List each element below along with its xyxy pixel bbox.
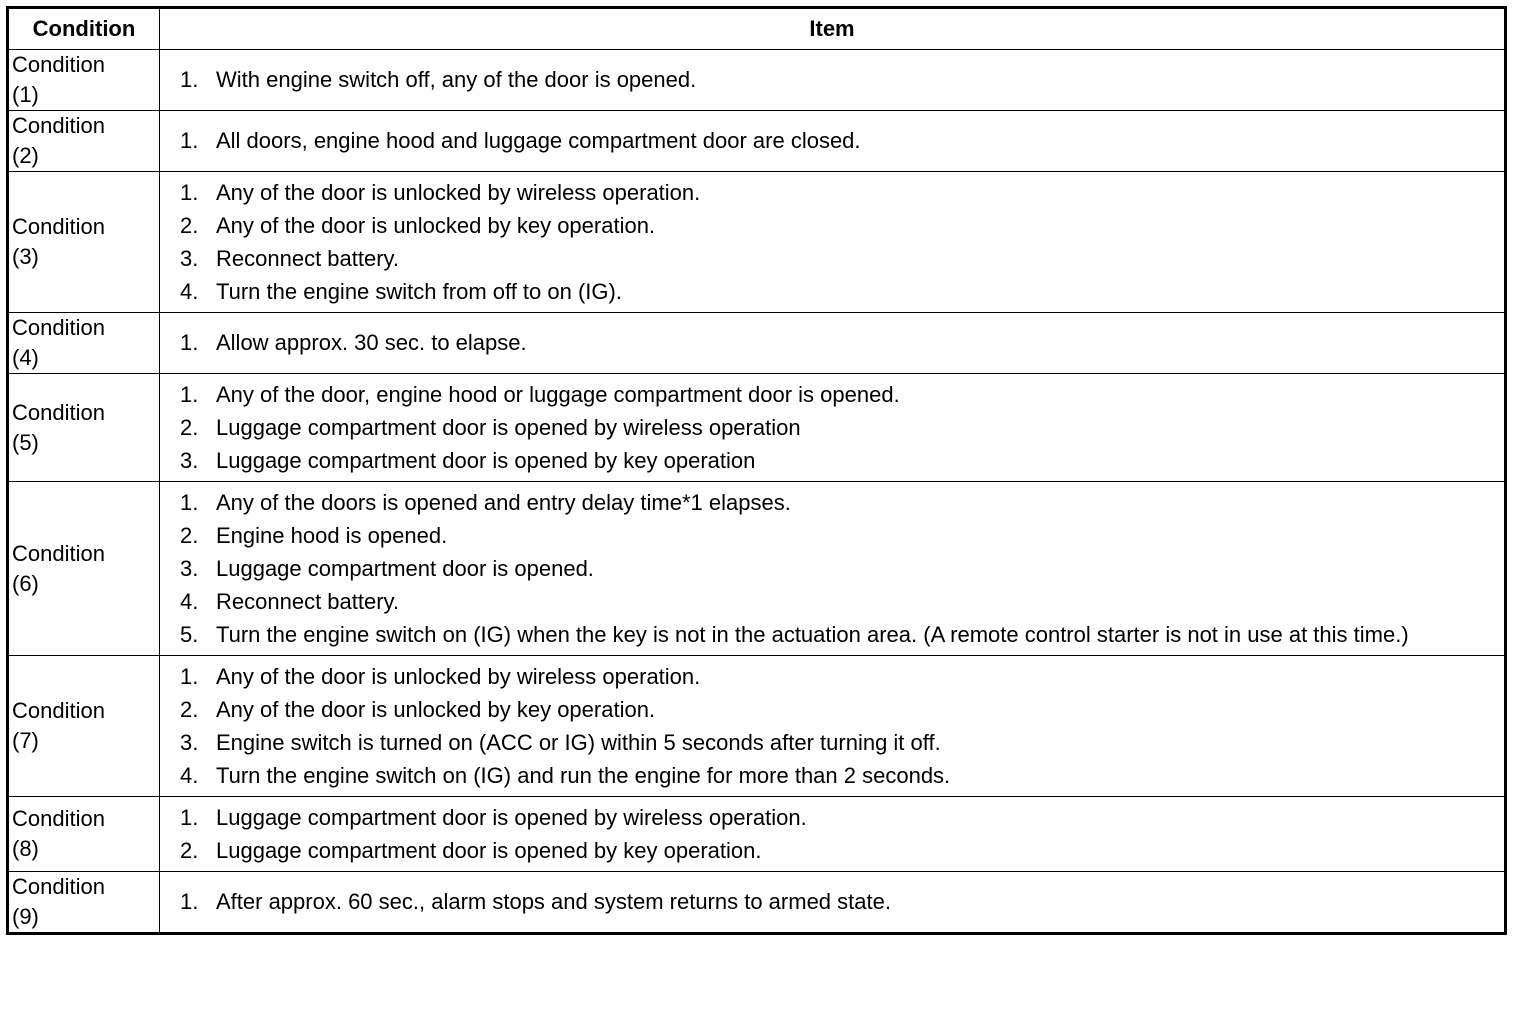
table-header: [8, 8, 1506, 50]
item-text: Any of the doors is opened and entry delay time*1 elapses.: [216, 489, 791, 515]
condition-label: Condition: [12, 52, 105, 77]
item-text: Engine switch is turned on (ACC or IG) within 5 seconds after turning it off.: [216, 729, 941, 755]
items-cell: [160, 50, 1506, 111]
table-row: [8, 111, 1506, 172]
condition-label: Condition: [12, 315, 105, 340]
items-cell: [160, 797, 1506, 872]
items-list: [180, 486, 1494, 651]
item-number: 4.: [180, 762, 199, 788]
list-item: [180, 886, 1494, 919]
condition-cell: [8, 797, 160, 872]
item-number: 2.: [180, 837, 199, 863]
item-text: Engine hood is opened.: [216, 522, 448, 548]
item-number: 1.: [180, 381, 199, 407]
item-number: 3.: [180, 729, 199, 755]
item-text: Any of the door, engine hood or luggage compartment door is opened.: [216, 381, 900, 407]
items-cell: [160, 172, 1506, 313]
list-item: [180, 176, 1494, 209]
header-row: [8, 8, 1506, 50]
items-list: [180, 327, 1494, 360]
item-text: Turn the engine switch on (IG) when the key is not in the actuation area. (A remote control starter is not in use at this time.): [216, 621, 1409, 647]
item-number: 4.: [180, 588, 199, 614]
list-item: [180, 327, 1494, 360]
item-text: Reconnect battery.: [216, 245, 400, 271]
condition-cell: [8, 656, 160, 797]
item-number: 1.: [180, 330, 199, 355]
condition-item-table: [6, 6, 1507, 935]
items-cell: [160, 656, 1506, 797]
item-text: Allow approx. 30 sec. to elapse.: [216, 330, 527, 355]
item-number: 1.: [180, 128, 199, 153]
table-row: [8, 656, 1506, 797]
items-list: [180, 125, 1494, 158]
condition-number: (8): [12, 836, 39, 861]
list-item: [180, 834, 1494, 867]
item-number: 1.: [180, 663, 199, 689]
table-row: [8, 313, 1506, 374]
list-item: [180, 64, 1494, 97]
condition-label: Condition: [12, 806, 105, 831]
list-item: [180, 801, 1494, 834]
table-row: [8, 172, 1506, 313]
item-number: 1.: [180, 489, 199, 515]
item-text: Turn the engine switch from off to on (IG).: [216, 278, 622, 304]
items-list: [180, 176, 1494, 308]
list-item: [180, 486, 1494, 519]
table-row: [8, 482, 1506, 656]
items-cell: [160, 374, 1506, 482]
table-row: [8, 50, 1506, 111]
condition-cell: [8, 374, 160, 482]
condition-cell: [8, 872, 160, 934]
item-number: 1.: [180, 67, 199, 92]
list-item: [180, 125, 1494, 158]
list-item: [180, 242, 1494, 275]
table-row: [8, 872, 1506, 934]
list-item: [180, 411, 1494, 444]
items-list: [180, 660, 1494, 792]
condition-cell: [8, 111, 160, 172]
item-number: 2.: [180, 212, 199, 238]
item-number: 4.: [180, 278, 199, 304]
item-number: 2.: [180, 414, 199, 440]
items-cell: [160, 313, 1506, 374]
header-condition: Condition: [8, 8, 160, 50]
item-number: 1.: [180, 804, 199, 830]
item-number: 2.: [180, 696, 199, 722]
condition-cell: [8, 313, 160, 374]
condition-label: Condition: [12, 113, 105, 138]
item-number: 3.: [180, 447, 199, 473]
condition-number: (7): [12, 728, 39, 753]
item-text: Any of the door is unlocked by key operation.: [216, 696, 656, 722]
item-text: Luggage compartment door is opened.: [216, 555, 594, 581]
condition-label: Condition: [12, 399, 105, 425]
item-text: Any of the door is unlocked by wireless operation.: [216, 179, 701, 205]
items-list: [180, 886, 1494, 919]
condition-number: (3): [12, 244, 39, 269]
condition-cell: [8, 482, 160, 656]
items-list: [180, 378, 1494, 477]
condition-number: (1): [12, 82, 39, 107]
condition-label: Condition: [12, 540, 105, 566]
list-item: [180, 759, 1494, 792]
condition-label: Condition: [12, 874, 105, 899]
condition-number: (4): [12, 345, 39, 370]
items-cell: [160, 872, 1506, 934]
table-body: [8, 50, 1506, 934]
item-number: 3.: [180, 245, 199, 271]
table-row: [8, 374, 1506, 482]
condition-label: Condition: [12, 214, 105, 239]
item-number: 2.: [180, 522, 199, 548]
list-item: [180, 519, 1494, 552]
list-item: [180, 618, 1494, 651]
items-list: [180, 64, 1494, 97]
condition-label: Condition: [12, 698, 105, 723]
item-text: Turn the engine switch on (IG) and run the engine for more than 2 seconds.: [216, 762, 951, 788]
condition-number: (6): [12, 570, 39, 596]
item-text: Any of the door is unlocked by key operation.: [216, 212, 656, 238]
list-item: [180, 660, 1494, 693]
list-item: [180, 726, 1494, 759]
item-number: 3.: [180, 555, 199, 581]
list-item: [180, 378, 1494, 411]
list-item: [180, 693, 1494, 726]
item-text: With engine switch off, any of the door is opened.: [216, 67, 697, 92]
table-row: [8, 797, 1506, 872]
item-text: All doors, engine hood and luggage compartment door are closed.: [216, 128, 861, 153]
item-text: Luggage compartment door is opened by key operation.: [216, 837, 762, 863]
item-number: 1.: [180, 179, 199, 205]
list-item: [180, 552, 1494, 585]
item-number: 1.: [180, 889, 199, 914]
item-text: Luggage compartment door is opened by wireless operation.: [216, 804, 807, 830]
item-text: Luggage compartment door is opened by key operation: [216, 447, 756, 473]
list-item: [180, 275, 1494, 308]
list-item: [180, 444, 1494, 477]
header-item: Item: [160, 8, 1506, 50]
items-cell: [160, 482, 1506, 656]
condition-cell: [8, 50, 160, 111]
list-item: [180, 585, 1494, 618]
condition-number: (5): [12, 429, 39, 455]
condition-cell: [8, 172, 160, 313]
condition-number: (9): [12, 904, 39, 929]
item-text: Reconnect battery.: [216, 588, 400, 614]
condition-number: (2): [12, 143, 39, 168]
item-text: Any of the door is unlocked by wireless operation.: [216, 663, 701, 689]
items-list: [180, 801, 1494, 867]
item-text: Luggage compartment door is opened by wireless operation: [216, 414, 801, 440]
item-text: After approx. 60 sec., alarm stops and system returns to armed state.: [216, 889, 891, 914]
item-number: 5.: [180, 621, 199, 647]
list-item: [180, 209, 1494, 242]
items-cell: [160, 111, 1506, 172]
